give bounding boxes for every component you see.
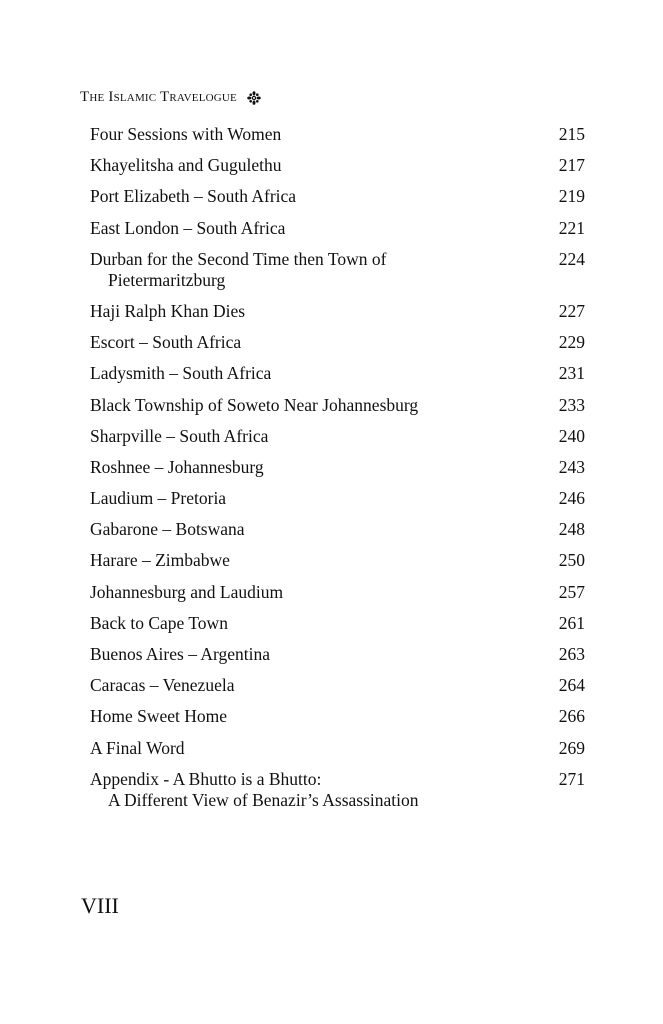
toc-entry xyxy=(90,644,585,665)
toc-entry-page-number: 257 xyxy=(558,581,585,602)
toc-entry-title xyxy=(90,301,555,322)
toc-entry-page-number: 227 xyxy=(558,300,585,321)
toc-entry-page-number: 269 xyxy=(558,737,585,758)
toc-entry xyxy=(90,249,585,291)
toc-entry-title-line: Johannesburg and Laudium xyxy=(90,581,284,602)
toc-entry-title xyxy=(90,519,555,540)
toc-entry-title-line: Back to Cape Town xyxy=(90,612,228,633)
toc-entry xyxy=(90,519,585,540)
toc-entry-page-number: 221 xyxy=(558,217,585,238)
toc-entry-page-number: 215 xyxy=(558,124,585,144)
toc-entry-page-number: 248 xyxy=(558,519,585,540)
toc-entry-title-line: Durban for the Second Time then Town of xyxy=(90,248,387,269)
toc-entry-page-number: 240 xyxy=(558,425,585,446)
toc-entry xyxy=(90,186,585,207)
toc-entry xyxy=(90,363,585,384)
toc-entry-page-number: 231 xyxy=(558,363,585,384)
toc-entry-title-line: Caracas – Venezuela xyxy=(90,675,235,696)
toc-entry xyxy=(90,613,585,634)
toc-entry-title xyxy=(90,124,555,145)
toc-entry-title xyxy=(90,332,555,353)
toc-entry-title xyxy=(90,249,555,291)
toc-entry-title-line: A Final Word xyxy=(90,737,185,758)
toc-entry-page-number: 233 xyxy=(558,394,585,415)
running-head-text: The Islamic Travelogue xyxy=(80,89,237,105)
toc-entry-title-line: Escort – South Africa xyxy=(90,332,242,353)
running-head xyxy=(80,89,261,106)
toc-entry xyxy=(90,124,585,145)
toc-entry-title-line: Port Elizabeth – South Africa xyxy=(90,186,297,207)
toc-entry-title xyxy=(90,644,555,665)
toc-entry-title-line: Haji Ralph Khan Dies xyxy=(90,300,246,321)
toc-entry-page-number: 271 xyxy=(558,768,585,789)
toc-entry-title-line: Black Township of Soweto Near Johannesburg xyxy=(90,394,419,415)
toc-entry-title-continuation: Pietermaritzburg xyxy=(108,269,226,290)
toc-entry-title-line: Roshnee – Johannesburg xyxy=(90,456,264,477)
toc-entry xyxy=(90,395,585,416)
toc-entry-title xyxy=(90,613,555,634)
toc-entry xyxy=(90,706,585,727)
toc-entry xyxy=(90,218,585,239)
toc-entry-title-continuation: A Different View of Benazir’s Assassination xyxy=(108,789,419,810)
toc-entry-title xyxy=(90,395,555,416)
toc-entry-page-number: 219 xyxy=(558,186,585,207)
toc-entry-title-line: Harare – Zimbabwe xyxy=(90,550,230,571)
toc-entry-page-number: 224 xyxy=(558,248,585,269)
toc-entry-title xyxy=(90,426,555,447)
table-of-contents xyxy=(90,124,585,821)
toc-entry-page-number: 264 xyxy=(558,675,585,696)
toc-entry-title xyxy=(90,738,555,759)
toc-entry xyxy=(90,738,585,759)
toc-entry-title xyxy=(90,582,555,603)
toc-entry xyxy=(90,457,585,478)
toc-entry-page-number: 250 xyxy=(558,550,585,571)
toc-entry-title xyxy=(90,363,555,384)
toc-entry-page-number: 261 xyxy=(558,612,585,633)
toc-entry xyxy=(90,488,585,509)
toc-entry-page-number: 266 xyxy=(558,706,585,727)
toc-entry-page-number: 263 xyxy=(558,644,585,664)
toc-entry xyxy=(90,426,585,447)
toc-entry-page-number: 246 xyxy=(558,488,585,509)
toc-entry-title xyxy=(90,488,555,509)
toc-entry-page-number: 229 xyxy=(558,332,585,353)
toc-entry-title-line: Gabarone – Botswana xyxy=(90,519,245,540)
toc-entry-title-line: Sharpville – South Africa xyxy=(90,425,269,446)
toc-entry-title xyxy=(90,550,555,571)
toc-entry-title xyxy=(90,706,555,727)
toc-entry-title xyxy=(90,675,555,696)
toc-entry xyxy=(90,675,585,696)
toc-entry xyxy=(90,769,585,811)
toc-entry xyxy=(90,582,585,603)
page-number: VIII xyxy=(81,893,119,918)
toc-entry-title-line: Home Sweet Home xyxy=(90,706,228,727)
toc-entry xyxy=(90,155,585,176)
toc-entry xyxy=(90,332,585,353)
toc-entry-page-number: 243 xyxy=(558,456,585,477)
toc-entry-title xyxy=(90,155,555,176)
toc-entry-page-number: 217 xyxy=(558,155,585,176)
toc-entry-title xyxy=(90,457,555,478)
flower-ornament-icon xyxy=(247,91,261,105)
toc-entry-title xyxy=(90,769,555,811)
toc-entry-title-line: Four Sessions with Women xyxy=(90,124,282,144)
toc-entry xyxy=(90,550,585,571)
toc-entry-title-line: Buenos Aires – Argentina xyxy=(90,644,271,664)
toc-entry-title xyxy=(90,186,555,207)
toc-entry-title-line: Khayelitsha and Gugulethu xyxy=(90,155,282,176)
toc-entry-title-line: Laudium – Pretoria xyxy=(90,488,227,509)
toc-entry-title xyxy=(90,218,555,239)
toc-entry-title-line: Ladysmith – South Africa xyxy=(90,363,272,384)
toc-entry-title-line: Appendix - A Bhutto is a Bhutto: xyxy=(90,768,322,789)
toc-entry-title-line: East London – South Africa xyxy=(90,217,286,238)
toc-entry xyxy=(90,301,585,322)
